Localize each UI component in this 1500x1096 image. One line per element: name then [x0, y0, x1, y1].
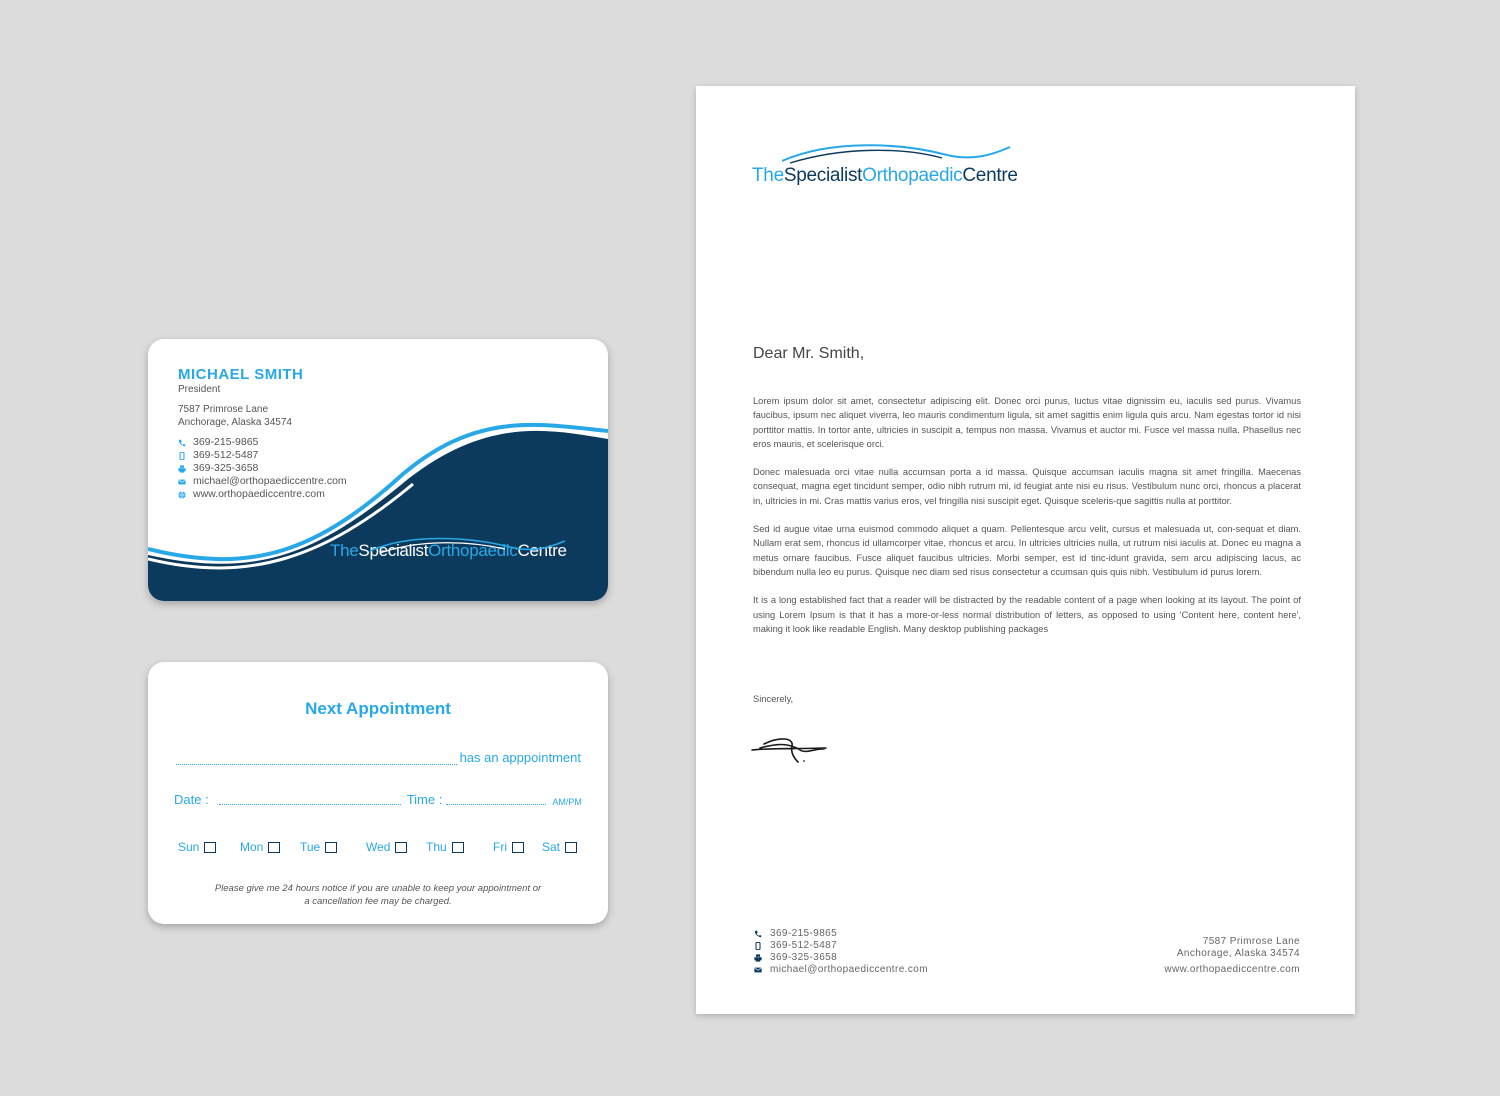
- cancellation-notice: [148, 882, 608, 908]
- letter-footer-web: www.orthopaediccentre.com: [1164, 964, 1300, 975]
- contact-fax-value: 369-325-3658: [193, 462, 259, 474]
- letterhead-logo: [752, 141, 1018, 187]
- day-mon-label: Mon: [240, 840, 264, 854]
- letterhead: [696, 86, 1355, 1014]
- footer-mobile-value: 369-512-5487: [770, 940, 838, 951]
- letter-salutation: Dear Mr. Smith,: [753, 345, 865, 362]
- contact-email: [178, 475, 347, 488]
- ampm-label: AM/PM: [552, 797, 582, 807]
- day-thu[interactable]: [426, 840, 464, 854]
- logo-part-orthopaedic: Orthopaedic: [428, 541, 518, 560]
- letter-closing: Sincerely,: [753, 694, 794, 704]
- appointment-card: [148, 662, 608, 924]
- logo-part-the: The: [330, 541, 359, 560]
- logo-part-centre: Centre: [517, 541, 567, 560]
- footer-phone-value: 369-215-9865: [770, 928, 838, 939]
- day-thu-label: Thu: [426, 840, 447, 854]
- card-holder-role: President: [178, 384, 221, 395]
- day-sat-label: Sat: [542, 840, 561, 854]
- logo-swoosh-icon: [782, 141, 1022, 167]
- logo-part-specialist: Specialist: [358, 541, 429, 560]
- day-fri-label: Fri: [493, 840, 507, 854]
- letter-footer-address: [1177, 936, 1300, 960]
- globe-icon: [178, 491, 186, 499]
- day-sat[interactable]: [542, 840, 577, 854]
- email-icon: [178, 478, 186, 486]
- day-mon[interactable]: [240, 840, 280, 854]
- business-card: [148, 339, 608, 601]
- day-sat-checkbox[interactable]: [565, 842, 577, 853]
- contact-web: [178, 488, 347, 501]
- address-line-1: 7587 Primrose Lane: [178, 404, 269, 415]
- card-contacts: [178, 436, 347, 501]
- appointment-name-line: [176, 750, 581, 765]
- logo-part-orthopaedic: Orthopaedic: [862, 165, 963, 186]
- logo-swoosh-icon: [370, 535, 570, 557]
- email-icon: [754, 966, 762, 974]
- card-address: [178, 403, 292, 429]
- letter-paragraph: Sed id augue vitae urna euismod commodo aliquet a quam. Pellentesque arcu velit, cursus et malesuada ut, con-sequat et diam. Nullam erat sem, rhoncus id ullamcorper vitae, rhoncus et arcu. In ultricies ultricies nulla, ut rutrum nisi iaculis at. Donec eu magna a metus ornare faucibus. Fusce aliquet faucibus ultricies. Morbi semper, est id tinc-idunt gravida, sem arcu adipiscing lacus, ac bibendum nulla leo eu purus. Quisque nec diam sed risus consectetur a ccumsan quis quis nibh. Vestibulum id purus lorem.: [753, 524, 1301, 577]
- footer-fax-value: 369-325-3658: [770, 952, 838, 963]
- footer-email-value: michael@orthopaediccentre.com: [770, 964, 928, 975]
- day-wed-label: Wed: [366, 840, 391, 854]
- day-sun-label: Sun: [178, 840, 200, 854]
- card-holder-name: MICHAEL SMITH: [178, 366, 304, 383]
- time-label: Time :: [406, 792, 443, 807]
- day-thu-checkbox[interactable]: [452, 842, 464, 853]
- fax-icon: [178, 465, 186, 473]
- day-tue-label: Tue: [300, 840, 321, 854]
- day-fri[interactable]: [493, 840, 524, 854]
- mobile-icon: [754, 942, 762, 950]
- day-wed[interactable]: [366, 840, 407, 854]
- contact-web-value: www.orthopaediccentre.com: [193, 488, 325, 500]
- contact-mobile: [178, 449, 347, 462]
- contact-mobile-value: 369-512-5487: [193, 449, 259, 461]
- day-wed-checkbox[interactable]: [395, 842, 407, 853]
- footer-email: [754, 964, 928, 976]
- day-sun[interactable]: [178, 840, 216, 854]
- logo-part-specialist: Specialist: [783, 165, 863, 186]
- day-tue[interactable]: [300, 840, 337, 854]
- signature-icon: [750, 730, 830, 770]
- date-blank[interactable]: [219, 792, 401, 805]
- fax-icon: [754, 954, 762, 962]
- logo-part-the: The: [752, 165, 784, 186]
- address-line-2: Anchorage, Alaska 34574: [178, 417, 292, 428]
- has-appointment-text: has an apppointment: [459, 750, 581, 765]
- day-fri-checkbox[interactable]: [512, 842, 524, 853]
- footer-address-line-1: 7587 Primrose Lane: [1202, 936, 1300, 947]
- phone-icon: [754, 930, 762, 938]
- contact-phone-value: 369-215-9865: [193, 436, 259, 448]
- day-tue-checkbox[interactable]: [325, 842, 337, 853]
- notice-line-1: Please give me 24 hours notice if you are unable to keep your appointment or: [214, 883, 542, 894]
- contact-phone: [178, 436, 347, 449]
- mobile-icon: [178, 452, 186, 460]
- notice-line-2: a cancellation fee may be charged.: [304, 896, 452, 907]
- date-label: Date :: [174, 792, 209, 807]
- letter-body: [753, 394, 1301, 650]
- letter-paragraph: Donec malesuada orci vitae nulla accumsan porta a id massa. Quisque accumsan iaculis magna sit amet fringilla. Maecenas consequat, magna eget tincidunt semper, odio nibh rutrum mi, id feugiat ante nisi eu risus. Vestibulum nunc orci, rhoncus a placerat in, ultricies in mi. Cras mattis varius eros, vel fringilla nisi suscipit eget. Quisque sceleris-que sagittis nulla at porttitor.: [753, 467, 1301, 506]
- name-blank[interactable]: [176, 752, 457, 765]
- day-mon-checkbox[interactable]: [268, 842, 280, 853]
- letter-paragraph: Lorem ipsum dolor sit amet, consectetur adipiscing elit. Donec orci purus, luctus vitae dignissim eu, iaculis sed purus. Vivamus faucibus, ipsum nec aliquet viverra, leo mauris condimentum ligula, sit amet sagittis enim ligula quis arcu. Nam egestas tortor id nisi porttitor mattis. In tortor ante, ultricies in suscipit a, tempus non massa. Vivamus et auctor mi. Fusce vel massa nulla. Phasellus nec eros mauris, et scelerisque orci.: [753, 396, 1301, 449]
- contact-fax: [178, 462, 347, 475]
- footer-phone: [754, 928, 928, 940]
- logo-part-centre: Centre: [962, 165, 1018, 186]
- letter-paragraph: It is a long established fact that a reader will be distracted by the readable content of a page when looking at its layout. The point of using Lorem Ipsum is that it has a more-or-less normal distribution of letters, as opposed to using 'Content here, content here', making it look like readable English. Many desktop publishing packages: [753, 595, 1301, 634]
- phone-icon: [178, 439, 186, 447]
- appointment-datetime-line: [174, 792, 584, 807]
- time-blank[interactable]: [446, 792, 546, 805]
- letter-footer-contacts: [754, 928, 928, 976]
- day-sun-checkbox[interactable]: [204, 842, 216, 853]
- footer-mobile: [754, 940, 928, 952]
- business-card-logo: [330, 541, 567, 561]
- footer-address-line-2: Anchorage, Alaska 34574: [1176, 948, 1300, 959]
- footer-fax: [754, 952, 928, 964]
- appointment-title: Next Appointment: [305, 699, 451, 718]
- contact-email-value: michael@orthopaediccentre.com: [193, 475, 347, 487]
